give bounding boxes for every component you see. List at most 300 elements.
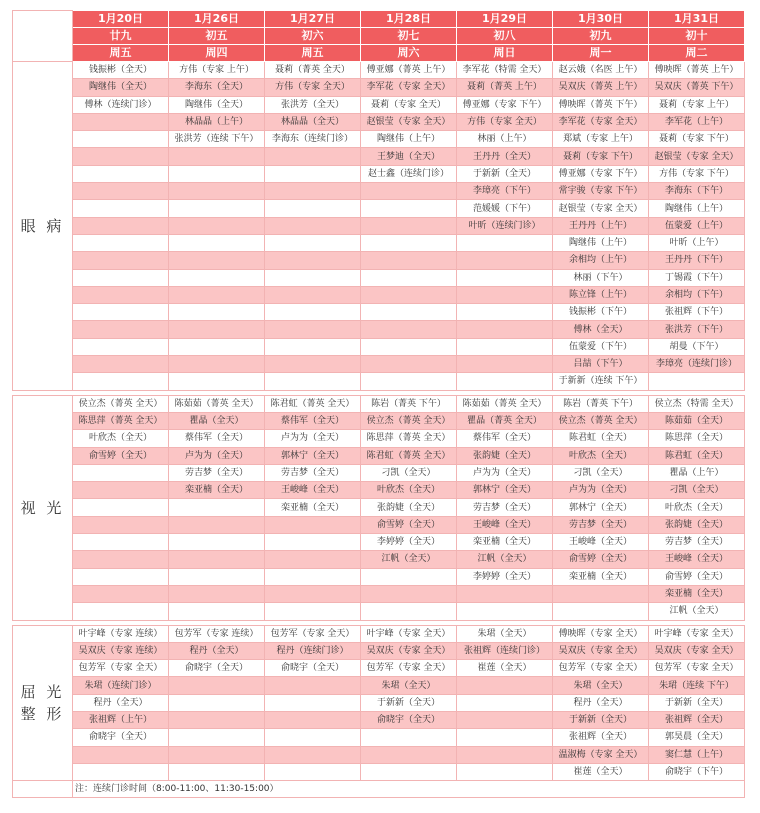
table-row bbox=[13, 763, 745, 780]
doctor-cell bbox=[73, 148, 169, 165]
doctor-cell: 张祖辉（下午） bbox=[649, 304, 745, 321]
table-row bbox=[13, 534, 745, 551]
doctor-cell: 陈君虹（菁英 全天） bbox=[361, 447, 457, 464]
doctor-cell: 叶欣杰（全天） bbox=[361, 482, 457, 499]
doctor-cell: 瞿晶（全天） bbox=[169, 412, 265, 429]
doctor-cell: 赵银莹（专家 全天） bbox=[649, 148, 745, 165]
doctor-cell: 崔莲（全天） bbox=[553, 763, 649, 780]
doctor-cell bbox=[457, 338, 553, 355]
doctor-cell: 侯立杰（特需 全天） bbox=[649, 395, 745, 412]
doctor-cell: 郭林宁（全天） bbox=[553, 499, 649, 516]
doctor-cell bbox=[361, 568, 457, 585]
doctor-cell: 郑斌（专家 上午） bbox=[553, 131, 649, 148]
doctor-cell: 陈思萍（菁英 全天） bbox=[361, 430, 457, 447]
lunar-header: 初七 bbox=[361, 28, 457, 45]
doctor-cell: 陈茹茹（菁英 全天） bbox=[457, 395, 553, 412]
doctor-cell: 王峻峰（全天） bbox=[265, 482, 361, 499]
doctor-cell bbox=[457, 729, 553, 746]
table-row bbox=[13, 746, 745, 763]
doctor-cell: 吴双庆（菁英 下午） bbox=[649, 79, 745, 96]
doctor-cell: 吴双庆（专家 全天） bbox=[553, 642, 649, 659]
doctor-cell: 包芳军（专家 连续） bbox=[169, 625, 265, 642]
doctor-cell: 温淑梅（专家 全天） bbox=[553, 746, 649, 763]
doctor-cell bbox=[73, 763, 169, 780]
table-row bbox=[13, 585, 745, 602]
doctor-cell: 于新新（全天） bbox=[553, 711, 649, 728]
doctor-cell bbox=[169, 534, 265, 551]
doctor-cell: 叶昕（上午） bbox=[649, 234, 745, 251]
doctor-cell: 李军花（上午） bbox=[649, 113, 745, 130]
doctor-cell: 张韵婕（全天） bbox=[457, 447, 553, 464]
doctor-cell bbox=[361, 252, 457, 269]
doctor-cell: 陈君虹（全天） bbox=[649, 447, 745, 464]
doctor-cell: 赵银莹（专家 全天） bbox=[361, 113, 457, 130]
doctor-cell bbox=[265, 269, 361, 286]
doctor-cell bbox=[553, 603, 649, 620]
doctor-cell: 于新新（全天） bbox=[649, 694, 745, 711]
doctor-cell bbox=[73, 356, 169, 373]
doctor-cell: 叶欣杰（全天） bbox=[553, 447, 649, 464]
doctor-cell: 叶欣杰（全天） bbox=[73, 430, 169, 447]
table-row bbox=[13, 62, 745, 79]
doctor-cell: 叶宇峰（专家 全天） bbox=[649, 625, 745, 642]
doctor-cell bbox=[169, 321, 265, 338]
doctor-cell: 于新新（全天） bbox=[457, 165, 553, 182]
doctor-cell: 陈茹茹（菁英 全天） bbox=[169, 395, 265, 412]
doctor-cell: 包芳军（专家 全天） bbox=[361, 660, 457, 677]
doctor-cell: 李军花（专家 全天） bbox=[361, 79, 457, 96]
doctor-cell: 傅林（全天） bbox=[553, 321, 649, 338]
doctor-cell: 张洪芳（下午） bbox=[649, 321, 745, 338]
lunar-header: 初十 bbox=[649, 28, 745, 45]
doctor-cell: 俞雪婷（全天） bbox=[553, 551, 649, 568]
doctor-cell: 侯立杰（菁英 全天） bbox=[553, 412, 649, 429]
doctor-cell: 李婷婷（全天） bbox=[361, 534, 457, 551]
doctor-cell bbox=[169, 304, 265, 321]
doctor-cell: 朱珺（全天） bbox=[361, 677, 457, 694]
doctor-cell bbox=[169, 165, 265, 182]
doctor-cell: 包芳军（专家 全天） bbox=[649, 660, 745, 677]
doctor-cell: 栾亚楠（全天） bbox=[553, 568, 649, 585]
date-header: 1月20日 bbox=[73, 11, 169, 28]
weekday-header: 周日 bbox=[457, 45, 553, 62]
doctor-cell bbox=[265, 338, 361, 355]
doctor-cell bbox=[265, 252, 361, 269]
doctor-cell: 程丹（全天） bbox=[73, 694, 169, 711]
table-row bbox=[13, 79, 745, 96]
doctor-cell bbox=[361, 373, 457, 390]
doctor-cell bbox=[361, 729, 457, 746]
doctor-cell bbox=[73, 113, 169, 130]
weekday-header: 周五 bbox=[73, 45, 169, 62]
doctor-cell: 王丹丹（下午） bbox=[649, 252, 745, 269]
doctor-cell bbox=[73, 551, 169, 568]
doctor-cell bbox=[169, 585, 265, 602]
schedule-table bbox=[12, 10, 745, 798]
doctor-cell bbox=[169, 148, 265, 165]
doctor-cell bbox=[73, 746, 169, 763]
table-row bbox=[13, 373, 745, 390]
table-row bbox=[13, 183, 745, 200]
department-label: 屈 光 整 形 bbox=[13, 625, 73, 781]
weekday-header: 周五 bbox=[265, 45, 361, 62]
doctor-cell: 余相均（下午） bbox=[649, 286, 745, 303]
table-row bbox=[13, 551, 745, 568]
doctor-cell bbox=[265, 568, 361, 585]
doctor-cell: 傅映晖（专家 全天） bbox=[553, 625, 649, 642]
doctor-cell: 张祖辉（全天） bbox=[553, 729, 649, 746]
doctor-cell: 瞿晶（上午） bbox=[649, 464, 745, 481]
doctor-cell: 傅亚娜（专家 下午） bbox=[457, 96, 553, 113]
doctor-cell bbox=[265, 165, 361, 182]
doctor-cell: 陶继伟（上午） bbox=[649, 200, 745, 217]
doctor-cell bbox=[361, 234, 457, 251]
doctor-cell bbox=[457, 746, 553, 763]
doctor-cell: 余相均（上午） bbox=[553, 252, 649, 269]
doctor-cell: 聂莉（专家 下午） bbox=[649, 131, 745, 148]
doctor-cell: 王丹丹（全天） bbox=[457, 148, 553, 165]
doctor-cell bbox=[169, 499, 265, 516]
doctor-cell bbox=[169, 603, 265, 620]
doctor-cell: 张祖辉（全天） bbox=[649, 711, 745, 728]
table-row bbox=[13, 234, 745, 251]
doctor-cell: 陶继伟（全天） bbox=[73, 79, 169, 96]
doctor-cell bbox=[265, 373, 361, 390]
doctor-cell bbox=[361, 183, 457, 200]
doctor-cell: 俞晓宇（全天） bbox=[169, 660, 265, 677]
date-header: 1月31日 bbox=[649, 11, 745, 28]
doctor-cell: 方伟（专家 全天） bbox=[457, 113, 553, 130]
doctor-cell bbox=[169, 183, 265, 200]
table-row bbox=[13, 131, 745, 148]
doctor-cell: 方伟（专家 上午） bbox=[169, 62, 265, 79]
doctor-cell: 伍蒙爱（上午） bbox=[649, 217, 745, 234]
doctor-cell bbox=[73, 269, 169, 286]
doctor-cell bbox=[73, 464, 169, 481]
doctor-cell bbox=[265, 286, 361, 303]
doctor-cell bbox=[265, 729, 361, 746]
table-row bbox=[13, 96, 745, 113]
doctor-cell bbox=[553, 585, 649, 602]
department-label: 眼 病 bbox=[13, 62, 73, 391]
doctor-cell bbox=[169, 338, 265, 355]
doctor-cell bbox=[361, 356, 457, 373]
doctor-cell bbox=[457, 694, 553, 711]
doctor-cell bbox=[169, 269, 265, 286]
table-row bbox=[13, 356, 745, 373]
doctor-cell bbox=[361, 269, 457, 286]
doctor-cell: 张洪芳（连续 下午） bbox=[169, 131, 265, 148]
doctor-cell bbox=[73, 516, 169, 533]
doctor-cell bbox=[457, 677, 553, 694]
doctor-cell: 李海东（下午） bbox=[649, 183, 745, 200]
table-row bbox=[13, 711, 745, 728]
doctor-cell: 聂莉（专家 上午） bbox=[649, 96, 745, 113]
doctor-cell bbox=[73, 200, 169, 217]
table-row bbox=[13, 269, 745, 286]
lunar-header: 初九 bbox=[553, 28, 649, 45]
doctor-cell bbox=[265, 516, 361, 533]
doctor-cell bbox=[73, 234, 169, 251]
doctor-cell bbox=[169, 711, 265, 728]
doctor-cell: 陈思萍（全天） bbox=[649, 430, 745, 447]
date-header-row bbox=[13, 11, 745, 28]
table-row bbox=[13, 113, 745, 130]
doctor-cell bbox=[457, 234, 553, 251]
doctor-cell: 江帆（全天） bbox=[649, 603, 745, 620]
doctor-cell bbox=[169, 516, 265, 533]
doctor-cell: 张韵婕（全天） bbox=[649, 516, 745, 533]
table-row bbox=[13, 694, 745, 711]
doctor-cell: 栾亚楠（全天） bbox=[457, 534, 553, 551]
lunar-header: 初八 bbox=[457, 28, 553, 45]
doctor-cell: 丁锡霞（下午） bbox=[649, 269, 745, 286]
doctor-cell: 张祖辉（连续门诊） bbox=[457, 642, 553, 659]
doctor-cell: 张洪芳（全天） bbox=[265, 96, 361, 113]
doctor-cell: 叶宇峰（专家 全天） bbox=[361, 625, 457, 642]
doctor-cell: 卢为为（全天） bbox=[457, 464, 553, 481]
doctor-cell bbox=[73, 568, 169, 585]
weekday-header-row bbox=[13, 45, 745, 62]
doctor-cell bbox=[169, 677, 265, 694]
table-row bbox=[13, 217, 745, 234]
doctor-cell: 常宇骏（专家 下午） bbox=[553, 183, 649, 200]
doctor-cell: 方伟（专家 下午） bbox=[649, 165, 745, 182]
weekday-header: 周六 bbox=[361, 45, 457, 62]
doctor-cell: 郭林宁（全天） bbox=[457, 482, 553, 499]
doctor-cell: 王峻峰（全天） bbox=[649, 551, 745, 568]
doctor-cell bbox=[265, 694, 361, 711]
doctor-cell bbox=[361, 304, 457, 321]
doctor-cell bbox=[265, 183, 361, 200]
doctor-cell: 傅映晖（菁英 下午） bbox=[553, 96, 649, 113]
doctor-cell: 陈君虹（菁英 全天） bbox=[265, 395, 361, 412]
doctor-cell: 陈岩（菁英 下午） bbox=[361, 395, 457, 412]
doctor-cell: 张祖辉（上午） bbox=[73, 711, 169, 728]
doctor-cell: 林晶晶（全天） bbox=[265, 113, 361, 130]
doctor-cell: 栾亚楠（全天） bbox=[649, 585, 745, 602]
doctor-cell bbox=[73, 304, 169, 321]
doctor-cell: 范媛媛（下午） bbox=[457, 200, 553, 217]
weekday-header: 周四 bbox=[169, 45, 265, 62]
doctor-cell bbox=[73, 321, 169, 338]
lunar-header: 廿九 bbox=[73, 28, 169, 45]
doctor-cell bbox=[361, 321, 457, 338]
doctor-cell bbox=[649, 373, 745, 390]
doctor-cell bbox=[457, 585, 553, 602]
doctor-cell: 卢为为（全天） bbox=[169, 447, 265, 464]
doctor-cell: 蔡伟军（全天） bbox=[457, 430, 553, 447]
doctor-cell bbox=[457, 286, 553, 303]
doctor-cell: 栾亚楠（全天） bbox=[169, 482, 265, 499]
doctor-cell: 瞿晶（菁英 全天） bbox=[457, 412, 553, 429]
doctor-cell: 聂莉（专家 全天） bbox=[361, 96, 457, 113]
doctor-cell: 李璋亮（下午） bbox=[457, 183, 553, 200]
doctor-cell bbox=[457, 269, 553, 286]
lunar-header: 初六 bbox=[265, 28, 361, 45]
date-header: 1月29日 bbox=[457, 11, 553, 28]
doctor-cell bbox=[265, 356, 361, 373]
doctor-cell: 林丽（下午） bbox=[553, 269, 649, 286]
table-row bbox=[13, 603, 745, 620]
doctor-cell: 王峻峰（全天） bbox=[457, 516, 553, 533]
doctor-cell: 劳吉梦（全天） bbox=[457, 499, 553, 516]
doctor-cell bbox=[73, 165, 169, 182]
date-header: 1月28日 bbox=[361, 11, 457, 28]
doctor-cell bbox=[73, 286, 169, 303]
doctor-cell bbox=[265, 217, 361, 234]
doctor-cell bbox=[265, 711, 361, 728]
doctor-cell: 傅亚娜（专家 下午） bbox=[553, 165, 649, 182]
date-header: 1月26日 bbox=[169, 11, 265, 28]
doctor-cell: 傅林（连续门诊） bbox=[73, 96, 169, 113]
doctor-cell: 聂莉（专家 下午） bbox=[553, 148, 649, 165]
doctor-cell: 劳吉梦（全天） bbox=[553, 516, 649, 533]
doctor-cell: 傅映晖（菁英 上午） bbox=[649, 62, 745, 79]
doctor-cell: 林晶晶（上午） bbox=[169, 113, 265, 130]
doctor-cell: 陶继伟（上午） bbox=[361, 131, 457, 148]
table-row bbox=[13, 304, 745, 321]
header-corner bbox=[13, 11, 73, 62]
doctor-cell: 程丹（全天） bbox=[553, 694, 649, 711]
doctor-cell: 王梦迪（全天） bbox=[361, 148, 457, 165]
doctor-cell bbox=[265, 200, 361, 217]
doctor-cell: 于新新（全天） bbox=[361, 694, 457, 711]
doctor-cell bbox=[73, 183, 169, 200]
doctor-cell: 钱振彬（全天） bbox=[73, 62, 169, 79]
doctor-cell bbox=[361, 603, 457, 620]
doctor-cell: 李军花（特需 全天） bbox=[457, 62, 553, 79]
doctor-cell: 卢为为（全天） bbox=[265, 430, 361, 447]
doctor-cell: 陈君虹（全天） bbox=[553, 430, 649, 447]
table-row bbox=[13, 729, 745, 746]
doctor-cell bbox=[265, 551, 361, 568]
doctor-cell bbox=[265, 321, 361, 338]
doctor-cell bbox=[457, 356, 553, 373]
doctor-cell: 崔莲（全天） bbox=[457, 660, 553, 677]
doctor-cell bbox=[169, 234, 265, 251]
table-row bbox=[13, 286, 745, 303]
doctor-cell: 李海东（连续门诊） bbox=[265, 131, 361, 148]
table-row bbox=[13, 412, 745, 429]
doctor-cell bbox=[361, 746, 457, 763]
doctor-cell bbox=[265, 148, 361, 165]
doctor-cell: 吴双庆（菁英 上午） bbox=[553, 79, 649, 96]
doctor-cell: 聂莉（菁英 上午） bbox=[457, 79, 553, 96]
table-row bbox=[13, 516, 745, 533]
doctor-cell: 陈思萍（菁英 全天） bbox=[73, 412, 169, 429]
doctor-cell: 蔡伟军（全天） bbox=[169, 430, 265, 447]
doctor-cell: 李婷婷（全天） bbox=[457, 568, 553, 585]
doctor-cell: 赵银莹（专家 全天） bbox=[553, 200, 649, 217]
table-row bbox=[13, 499, 745, 516]
doctor-cell bbox=[265, 234, 361, 251]
footnote: 注：连续门诊时间（8:00-11:00、11:30-15:00） bbox=[73, 781, 745, 798]
doctor-cell bbox=[169, 729, 265, 746]
doctor-cell bbox=[265, 763, 361, 780]
doctor-cell: 陶继伟（全天） bbox=[169, 96, 265, 113]
table-row bbox=[13, 447, 745, 464]
doctor-cell: 叶昕（连续门诊） bbox=[457, 217, 553, 234]
table-row bbox=[13, 321, 745, 338]
doctor-cell bbox=[361, 217, 457, 234]
doctor-cell: 程丹（全天） bbox=[169, 642, 265, 659]
doctor-cell bbox=[361, 585, 457, 602]
date-header: 1月30日 bbox=[553, 11, 649, 28]
doctor-cell: 侯立杰（菁英 全天） bbox=[361, 412, 457, 429]
doctor-cell bbox=[73, 217, 169, 234]
doctor-cell: 聂莉（菁英 全天） bbox=[265, 62, 361, 79]
doctor-cell: 俞雪婷（全天） bbox=[73, 447, 169, 464]
doctor-cell: 朱珺（连续 下午） bbox=[649, 677, 745, 694]
weekday-header: 周二 bbox=[649, 45, 745, 62]
doctor-cell bbox=[73, 603, 169, 620]
doctor-cell: 劳吉梦（全天） bbox=[169, 464, 265, 481]
doctor-cell bbox=[457, 252, 553, 269]
doctor-cell: 朱珺（连续门诊） bbox=[73, 677, 169, 694]
doctor-cell bbox=[361, 286, 457, 303]
doctor-cell bbox=[457, 711, 553, 728]
table-row bbox=[13, 148, 745, 165]
doctor-cell bbox=[265, 304, 361, 321]
doctor-cell bbox=[169, 200, 265, 217]
doctor-cell bbox=[361, 200, 457, 217]
doctor-cell bbox=[457, 603, 553, 620]
date-header: 1月27日 bbox=[265, 11, 361, 28]
department-label: 视 光 bbox=[13, 395, 73, 620]
doctor-cell: 李军花（专家 全天） bbox=[553, 113, 649, 130]
table-row bbox=[13, 200, 745, 217]
table-row bbox=[13, 252, 745, 269]
doctor-cell: 陈岩（菁英 下午） bbox=[553, 395, 649, 412]
doctor-cell bbox=[361, 338, 457, 355]
doctor-cell bbox=[265, 746, 361, 763]
doctor-cell bbox=[169, 217, 265, 234]
doctor-cell bbox=[169, 763, 265, 780]
footnote-blank bbox=[13, 781, 73, 798]
doctor-cell: 俞晓宇（全天） bbox=[361, 711, 457, 728]
table-row bbox=[13, 338, 745, 355]
lunar-header: 初五 bbox=[169, 28, 265, 45]
doctor-cell: 窦仁慧（上午） bbox=[649, 746, 745, 763]
doctor-cell: 吴双庆（专家 全天） bbox=[649, 642, 745, 659]
doctor-cell bbox=[169, 373, 265, 390]
doctor-cell: 刁凯（全天） bbox=[361, 464, 457, 481]
doctor-cell: 俞雪婷（全天） bbox=[361, 516, 457, 533]
doctor-cell bbox=[73, 131, 169, 148]
doctor-cell bbox=[169, 286, 265, 303]
doctor-cell: 蔡伟军（全天） bbox=[265, 412, 361, 429]
doctor-cell: 朱珺（全天） bbox=[457, 625, 553, 642]
doctor-cell: 林丽（上午） bbox=[457, 131, 553, 148]
doctor-cell bbox=[265, 603, 361, 620]
doctor-cell bbox=[265, 677, 361, 694]
doctor-cell: 俞雪婷（全天） bbox=[649, 568, 745, 585]
footnote-row bbox=[13, 781, 745, 798]
doctor-cell: 程丹（连续门诊） bbox=[265, 642, 361, 659]
table-row bbox=[13, 568, 745, 585]
doctor-cell: 叶宇峰（专家 连续） bbox=[73, 625, 169, 642]
doctor-cell: 江帆（全天） bbox=[457, 551, 553, 568]
table-row bbox=[13, 482, 745, 499]
table-row bbox=[13, 660, 745, 677]
doctor-cell: 江帆（全天） bbox=[361, 551, 457, 568]
doctor-cell: 刁凯（全天） bbox=[649, 482, 745, 499]
doctor-cell bbox=[73, 499, 169, 516]
doctor-cell bbox=[169, 746, 265, 763]
table-row bbox=[13, 430, 745, 447]
doctor-cell bbox=[73, 373, 169, 390]
